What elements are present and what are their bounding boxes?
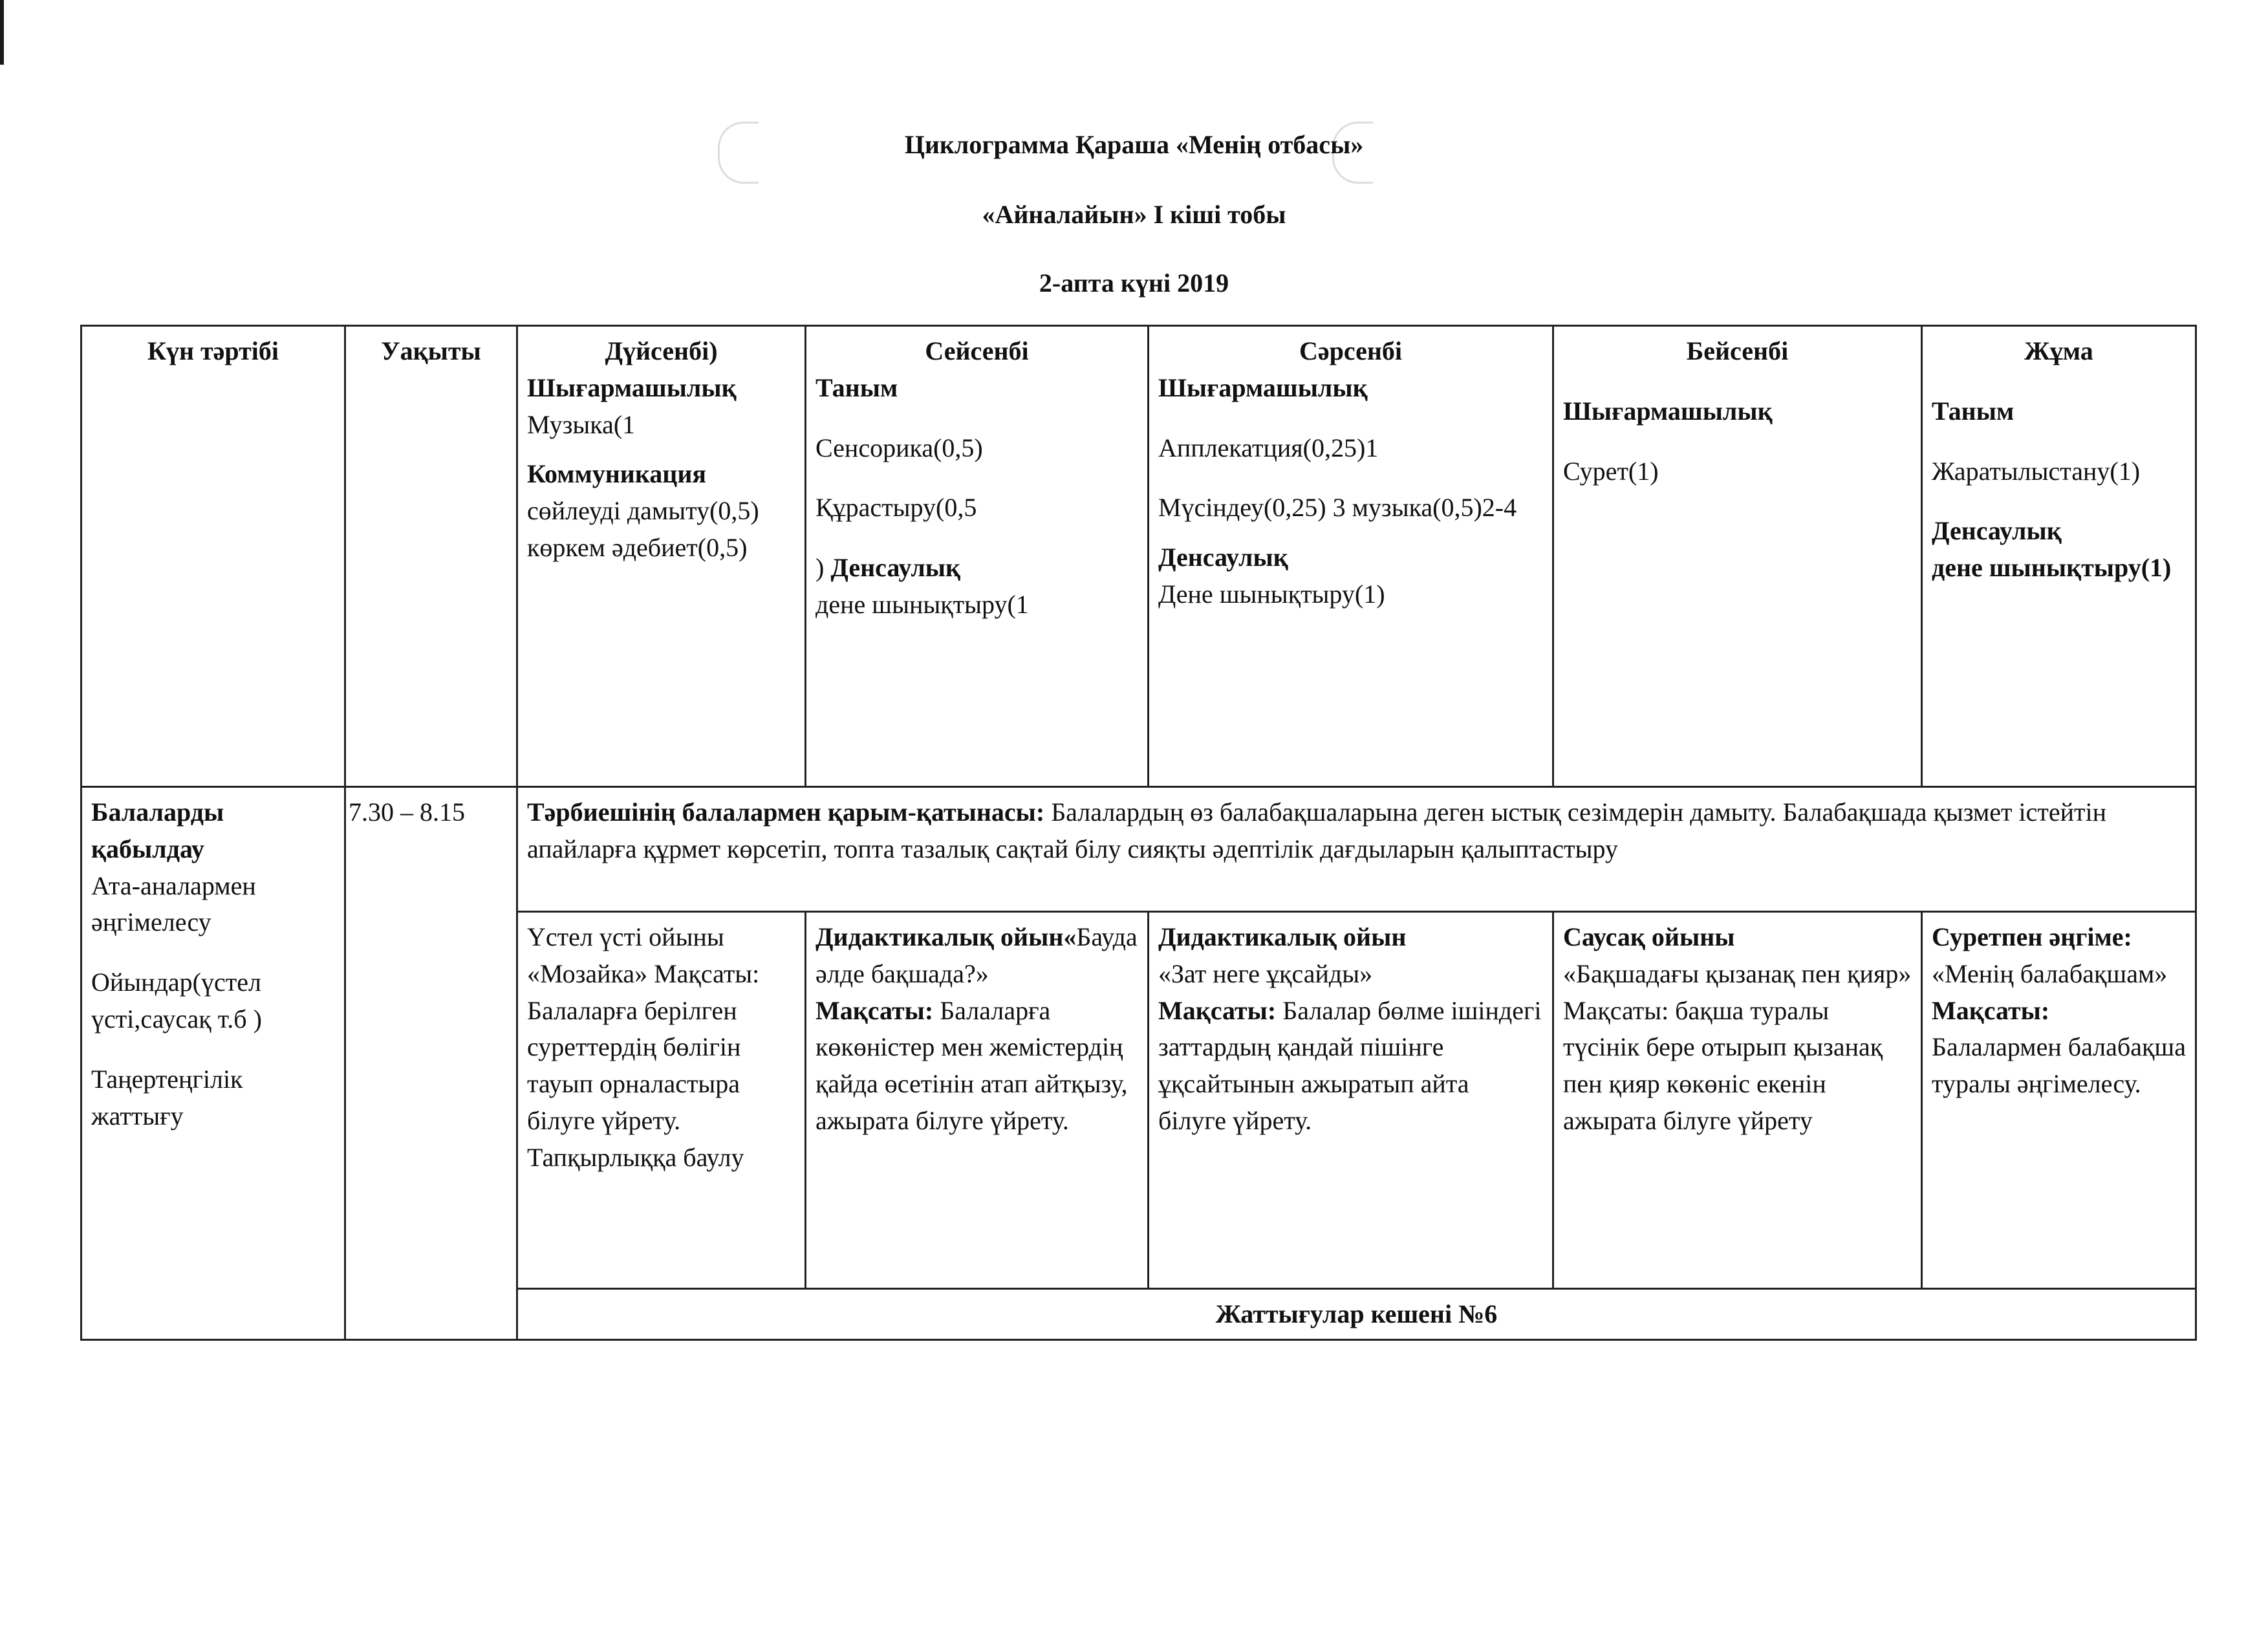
area-label: Денсаулық (1158, 543, 1288, 572)
goal-label: Мақсаты: (1158, 995, 1277, 1025)
subject: Апплекатция(0,25)1 (1158, 433, 1379, 462)
reception-title: Балаларды қабылдау (91, 797, 224, 863)
area-label: Денсаулық (1932, 516, 2062, 546)
group-title: «Айналайын» І кіші тобы (982, 200, 1286, 229)
subject: сөйлеуді дамыту(0,5) (527, 496, 759, 526)
goal-text: Балаларға көкөністер мен жемістердің қайда өсетінін атап айтқызу, ажырата білуге үйрету. (815, 995, 1128, 1135)
day-name: Жұма (2024, 336, 2093, 365)
header-wednesday (1149, 326, 1553, 787)
header-tuesday (806, 326, 1149, 787)
game-tuesday (806, 912, 1149, 1289)
goal-label: Мақсаты: (815, 995, 934, 1025)
area-label: Таным (815, 373, 898, 402)
game-name: «Менің балабақшам» (1932, 958, 2168, 988)
day-name: Дүйсенбі) (605, 336, 718, 365)
header-monday (517, 326, 806, 787)
game-name: Бауда әлде бақшада?» (815, 922, 1138, 988)
game-wednesday (1149, 912, 1553, 1289)
subject: Музыка(1 (527, 409, 636, 439)
goal-text: Мақсаты: бақша туралы түсінік бере отырып қызанақ пен қияр көкөніс екенін ажырата білуге үйрету (1563, 995, 1883, 1135)
area-label: Шығармашылық (527, 373, 737, 402)
exercise-complex: Жаттығулар кешені №6 (517, 1289, 2196, 1340)
game-title: Саусақ ойыны (1563, 922, 1735, 951)
game-text: Үстел үсті ойыны «Мозайка» Мақсаты: Балаларға берілген суреттердің бөлігін тауып орналастыра білуге үйрету. Тапқырлыққа баулу (527, 922, 760, 1172)
teacher-communication (517, 787, 2196, 912)
header-friday (1922, 326, 2196, 787)
reception-cell (81, 787, 345, 1340)
day-name: Бейсенбі (1686, 336, 1789, 365)
subject: дене шынықтыру(1 (815, 589, 1029, 619)
schedule-table (80, 325, 2197, 1341)
subject: Дене шынықтыру(1) (1158, 579, 1385, 609)
game-name: «Зат неге ұқсайды» (1158, 958, 1373, 988)
subject: Сурет(1) (1563, 456, 1659, 486)
page-title: Циклограмма Қараша «Менің отбасы» (904, 130, 1364, 159)
subject: көркем әдебиет(0,5) (527, 532, 748, 562)
goal-text: Балалармен балабақша туралы әңгімелесу. (1932, 1032, 2186, 1099)
day-name: Сейсенбі (925, 336, 1029, 365)
subject: Құрастыру(0,5 (815, 493, 977, 523)
header-schedule: Күн тәртібі (81, 326, 345, 787)
day-name: Сәрсенбі (1299, 336, 1403, 365)
reception-line: Ойындар(үстел үсті,саусақ т.б ) (91, 968, 262, 1034)
game-friday (1922, 912, 2196, 1289)
subject: Мүсіндеу(0,25) 3 музыка(0,5)2-4 (1158, 493, 1517, 523)
reception-time: 7.30 – 8.15 (345, 787, 517, 1340)
reception-line: Таңертеңгілік жаттығу (91, 1064, 243, 1131)
game-thursday (1553, 912, 1922, 1289)
week-title: 2-апта күні 2019 (1039, 268, 1229, 298)
communication-label: Тәрбиешінің балалармен қарым-қатынасы: (527, 797, 1045, 827)
area-label: Шығармашылық (1563, 396, 1773, 426)
header-time: Уақыты (345, 326, 517, 787)
game-name: «Бақшадағы қызанақ пен қияр» (1563, 958, 1912, 988)
goal-label: Мақсаты: (1932, 995, 2050, 1025)
game-title: Дидактикалық ойын (1158, 922, 1407, 951)
game-title: Дидактикалық ойын« (815, 922, 1077, 951)
subject: дене шынықтыру(1) (1932, 553, 2172, 583)
reception-line: Ата-аналармен әңгімелесу (91, 871, 256, 937)
subject: Жаратылыстану(1) (1932, 456, 2141, 486)
game-title: Суретпен әңгіме: (1932, 922, 2132, 951)
subject: Сенсорика(0,5) (815, 433, 983, 462)
area-label: Денсаулық (830, 553, 961, 583)
header-thursday (1553, 326, 1922, 787)
area-label: Шығармашылық (1158, 373, 1368, 402)
area-label: Таным (1932, 396, 2014, 426)
area-label: Коммуникация (527, 459, 707, 489)
communication-text: Балалардың өз балабақшаларына деген ыстық сезімдерін дамыту. Балабақшада қызмет істейтін апайларға құрмет көрсетіп, топта тазалық сақтай білу сияқты әдептілік дағдыларын қалыптастыру (527, 797, 2107, 863)
subject-prefix: ) (815, 553, 831, 583)
scan-edge-mark (0, 0, 4, 65)
game-monday (517, 912, 806, 1289)
goal-text: Балалар бөлме ішіндегі заттардың қандай пішінге ұқсайтынын ажыратып айта білуге үйрету. (1158, 995, 1542, 1135)
